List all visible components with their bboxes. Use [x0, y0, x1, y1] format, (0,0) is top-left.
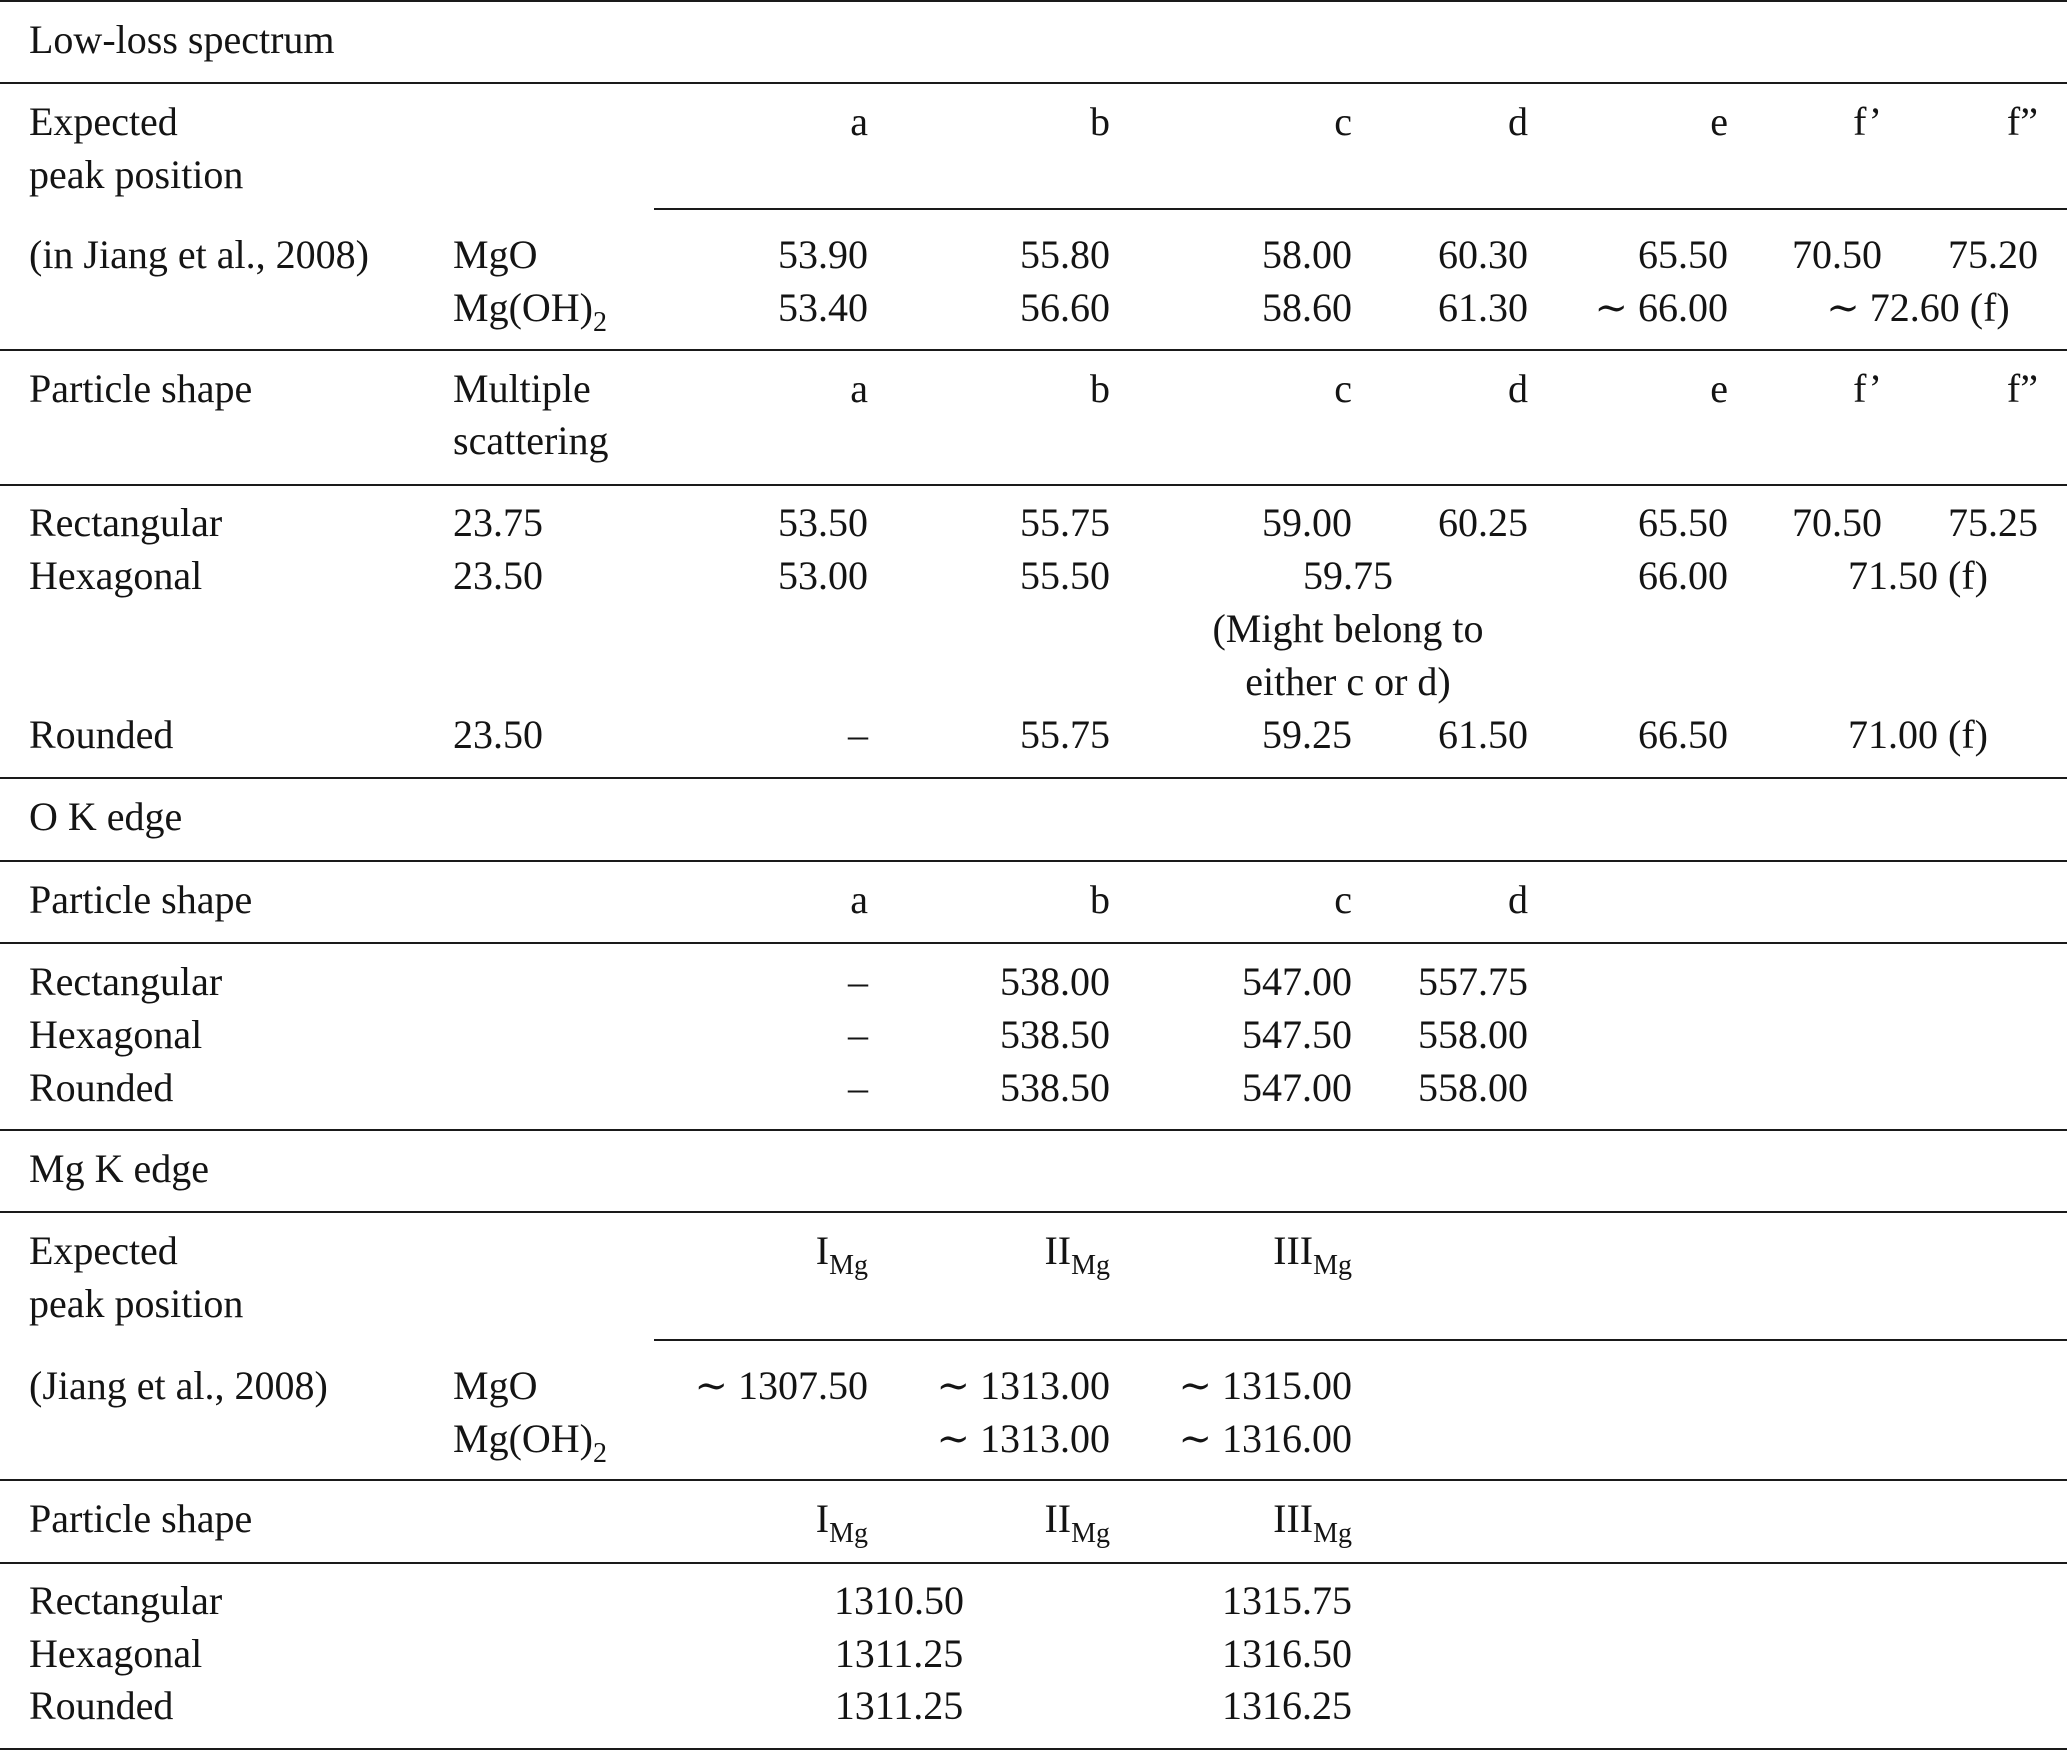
- peak-header-d: d: [1508, 877, 1528, 922]
- table-rule: [0, 1129, 2067, 1131]
- peak-header-f-double-prime: f”: [2006, 366, 2038, 411]
- peak-header-d: d: [1508, 366, 1528, 411]
- table-cell: 65.50: [1638, 232, 1728, 277]
- table-cell: 65.50: [1638, 500, 1728, 545]
- table-cell: –: [848, 712, 868, 757]
- table-cell: 75.20: [1948, 232, 2038, 277]
- peak-header-i-mg: $I_{Mg}$: [815, 1228, 868, 1281]
- peak-header-c: c: [1334, 877, 1352, 922]
- table-cell: 23.75: [453, 500, 543, 545]
- table-cell: 547.00: [1242, 959, 1352, 1004]
- table-cell: 1316.25: [1222, 1683, 1352, 1728]
- table-cell: 59.25: [1262, 712, 1352, 757]
- row-label-rectangular: Rectangular: [29, 1578, 223, 1623]
- peak-header-b: b: [1090, 366, 1110, 411]
- table-cell: 66.50: [1638, 712, 1728, 757]
- table-cell: 58.60: [1262, 285, 1352, 330]
- table-cell: 71.50 (f): [1848, 553, 1988, 598]
- table-cell: 56.60: [1020, 285, 1110, 330]
- table-cell: 58.00: [1262, 232, 1352, 277]
- compound-mgoh2: $Mg(OH)_2$: [453, 285, 607, 338]
- table-cell: ∼ 1316.00: [1178, 1416, 1352, 1461]
- particle-shape-header: Particle shape: [29, 877, 253, 922]
- table-cell: 557.75: [1418, 959, 1528, 1004]
- table-cell: 1316.50: [1222, 1631, 1352, 1676]
- peak-header-b: b: [1090, 99, 1110, 144]
- peak-header-a: a: [850, 366, 868, 411]
- peak-header-a: a: [850, 99, 868, 144]
- table-cell: ∼ 1313.00: [936, 1363, 1110, 1408]
- table-cell: 55.75: [1020, 712, 1110, 757]
- row-label-rounded: Rounded: [29, 1683, 174, 1728]
- peak-header-ii-mg: $II_{Mg}$: [1044, 1228, 1110, 1281]
- row-label-rounded: Rounded: [29, 712, 174, 757]
- table-cell: 70.50: [1792, 500, 1882, 545]
- peak-header-f-prime: f’: [1853, 366, 1882, 411]
- peak-header-iii-mg: $III_{Mg}$: [1273, 1228, 1352, 1281]
- table-cell: 71.00 (f): [1848, 712, 1988, 757]
- peak-header-e: e: [1710, 366, 1728, 411]
- compound-mgo: MgO: [453, 232, 538, 277]
- section-title-mg-k-edge: Mg K edge: [29, 1146, 209, 1191]
- table-cell: 61.50: [1438, 712, 1528, 757]
- table-cell: 59.00: [1262, 500, 1352, 545]
- table-rule: [0, 484, 2067, 486]
- table-rule: [0, 1748, 2067, 1750]
- peak-header-c: c: [1334, 99, 1352, 144]
- compound-mgoh2: $Mg(OH)_2$: [453, 1416, 607, 1469]
- table-cell: ∼ 1313.00: [936, 1416, 1110, 1461]
- particle-shape-header: Particle shape: [29, 366, 253, 411]
- table-cell: 60.30: [1438, 232, 1528, 277]
- expected-peak-label: Expected: [29, 99, 178, 144]
- table-cell: 1310.50: [834, 1578, 964, 1623]
- table-cell: 538.00: [1000, 959, 1110, 1004]
- compound-mgo: MgO: [453, 1363, 538, 1408]
- table-cell: 59.75: [1303, 553, 1393, 598]
- table-cell: –: [848, 1065, 868, 1110]
- table-cell: 1311.25: [834, 1683, 964, 1728]
- section-title-o-k-edge: O K edge: [29, 794, 183, 839]
- row-label-hexagonal: Hexagonal: [29, 553, 203, 598]
- reference-label: (in Jiang et al., 2008): [29, 232, 369, 277]
- expected-peak-label: peak position: [29, 152, 244, 197]
- table-rule: [0, 82, 2067, 84]
- table-rule: [0, 1562, 2067, 1564]
- table-cell: 75.25: [1948, 500, 2038, 545]
- table-cell: 55.75: [1020, 500, 1110, 545]
- row-label-hexagonal: Hexagonal: [29, 1631, 203, 1676]
- table-cell: 53.00: [778, 553, 868, 598]
- multiple-scattering-header: scattering: [453, 418, 609, 463]
- table-cell: 66.00: [1638, 553, 1728, 598]
- table-rule: [0, 942, 2067, 944]
- table-cell: 538.50: [1000, 1012, 1110, 1057]
- table-rule: [0, 1211, 2067, 1213]
- section-title-low-loss: Low-loss spectrum: [29, 17, 335, 62]
- table-cell: 55.80: [1020, 232, 1110, 277]
- row-label-rectangular: Rectangular: [29, 959, 223, 1004]
- peak-header-b: b: [1090, 877, 1110, 922]
- peak-header-f-double-prime: f”: [2006, 99, 2038, 144]
- table-cell: 55.50: [1020, 553, 1110, 598]
- row-label-rectangular: Rectangular: [29, 500, 223, 545]
- table-cell: ∼ 72.60 (f): [1826, 285, 2010, 330]
- table-cell: 1311.25: [834, 1631, 964, 1676]
- table-cell: 547.00: [1242, 1065, 1352, 1110]
- table-cell: 538.50: [1000, 1065, 1110, 1110]
- table-cell: 1315.75: [1222, 1578, 1352, 1623]
- table-cell: 53.40: [778, 285, 868, 330]
- peak-header-i-mg: $I_{Mg}$: [815, 1496, 868, 1549]
- table-note: (Might belong to: [1212, 606, 1484, 651]
- table-cell: 23.50: [453, 712, 543, 757]
- table-cell: 547.50: [1242, 1012, 1352, 1057]
- table-rule: [0, 777, 2067, 779]
- peak-header-f-prime: f’: [1853, 99, 1882, 144]
- table-cell: 61.30: [1438, 285, 1528, 330]
- table-rule: [0, 0, 2067, 2]
- expected-peak-label: peak position: [29, 1281, 244, 1326]
- reference-label: (Jiang et al., 2008): [29, 1363, 328, 1408]
- table-rule: [0, 349, 2067, 351]
- table-rule: [654, 1339, 2067, 1341]
- table-cell: 60.25: [1438, 500, 1528, 545]
- table-cell: 70.50: [1792, 232, 1882, 277]
- peak-header-a: a: [850, 877, 868, 922]
- table-rule: [654, 208, 2067, 210]
- expected-peak-label: Expected: [29, 1228, 178, 1273]
- row-label-rounded: Rounded: [29, 1065, 174, 1110]
- table-cell: ∼ 1315.00: [1178, 1363, 1352, 1408]
- table-cell: –: [848, 1012, 868, 1057]
- multiple-scattering-header: Multiple: [453, 366, 591, 411]
- row-label-hexagonal: Hexagonal: [29, 1012, 203, 1057]
- peak-header-iii-mg: $III_{Mg}$: [1273, 1496, 1352, 1549]
- table-rule: [0, 860, 2067, 862]
- particle-shape-header: Particle shape: [29, 1496, 253, 1541]
- table-cell: 558.00: [1418, 1012, 1528, 1057]
- table-cell: 23.50: [453, 553, 543, 598]
- table-cell: –: [848, 959, 868, 1004]
- peak-header-c: c: [1334, 366, 1352, 411]
- table-note: either c or d): [1245, 659, 1451, 704]
- table-rule: [0, 1479, 2067, 1481]
- peak-header-ii-mg: $II_{Mg}$: [1044, 1496, 1110, 1549]
- table-cell: ∼ 66.00: [1594, 285, 1728, 330]
- table-cell: 53.90: [778, 232, 868, 277]
- table-cell: 53.50: [778, 500, 868, 545]
- table-cell: 558.00: [1418, 1065, 1528, 1110]
- peak-header-e: e: [1710, 99, 1728, 144]
- peak-header-d: d: [1508, 99, 1528, 144]
- table-cell: ∼ 1307.50: [694, 1363, 868, 1408]
